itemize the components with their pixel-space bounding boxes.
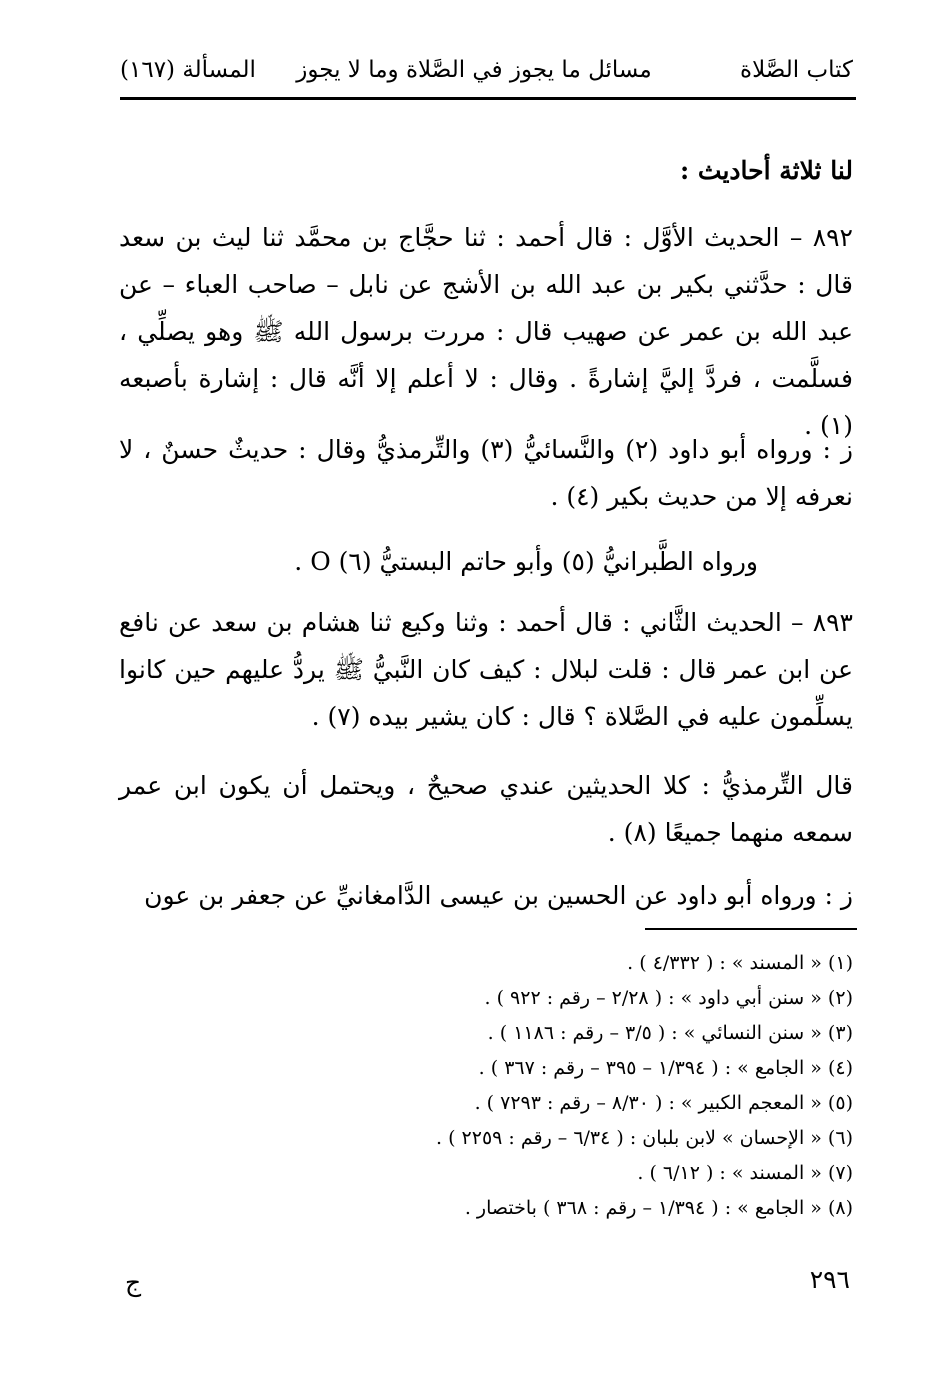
tirmidhi-comment-paragraph: قال التِّرمذيُّ : كلا الحديثين عندي صحيحٌ ، ويحتمل أن يكون ابن عمر سمعه منهما جميعًا (٨) .: [119, 771, 853, 847]
takhrij-892-paragraph: ز : ورواه أبو داود (٢) والنَّسائيُّ (٣) والتِّرمذيُّ وقال : حديثٌ حسنٌ ، لا نعرفه إلا من حديث بكير (٤) .: [119, 435, 853, 511]
page-number: ٢٩٦: [809, 1265, 850, 1294]
takhrij-892-continuation: ورواه الطَّبرانيُّ (٥) وأبو حاتم البستيُّ (٦) O .: [294, 547, 758, 576]
takhrij-893-paragraph: ز : ورواه أبو داود عن الحسين بن عيسى الدَّامغانيِّ عن جعفر بن عون: [144, 881, 853, 910]
header-chapter-title: مسائل ما يجوز في الصَّلاة وما لا يجوز: [296, 57, 652, 83]
footnote-7: (٧) « المسند » : ( ٦/١٢ ) .: [637, 1162, 853, 1184]
header-rule: [120, 97, 856, 100]
footnote-4: (٤) « الجامع » : ( ١/٣٩٤ – ٣٩٥ – رقم : ٣٦٧ ) .: [478, 1057, 853, 1079]
footnote-2: (٢) « سنن أبي داود » : ( ٢/٢٨ – رقم : ٩٢٢ ) .: [484, 987, 853, 1009]
footnote-6: (٦) « الإحسان » لابن بلبان : ( ٦/٣٤ – رقم : ٢٢٥٩ ) .: [436, 1127, 853, 1149]
footnote-3: (٣) « سنن النسائي » : ( ٣/٥ – رقم : ١١٨٦ ) .: [487, 1022, 853, 1044]
footnote-1: (١) « المسند » : ( ٤/٣٣٢ ) .: [627, 952, 853, 974]
header-book-title: كتاب الصَّلاة: [740, 57, 853, 83]
hadith-892-paragraph: ٨٩٢ – الحديث الأوَّل : قال أحمد : ثنا حجَّاج بن محمَّد ثنا ليث بن سعد قال : حدَّثني بكير بن عبد الله بن الأشج عن نابل – صاحب العباء – عن عبد الله بن عمر عن صهيب قال : مررت برسول الله ﷺ وهو يصلِّي ، فسلَّمت ، فردَّ إليَّ إشارةً . وقال : لا أعلم إلا أنَّه قال : إشارة بأصبعه (١) .: [119, 223, 853, 440]
footnote-5: (٥) « المعجم الكبير » : ( ٨/٣٠ – رقم : ٧٢٩٣ ) .: [474, 1092, 853, 1114]
intro-heading: لنا ثلاثة أحاديث :: [679, 156, 853, 185]
header-issue-number: المسألة (١٦٧): [120, 57, 256, 83]
signature-mark: ج: [125, 1268, 142, 1297]
footnote-8: (٨) « الجامع » : ( ١/٣٩٤ – رقم : ٣٦٨ ) باختصار .: [464, 1197, 853, 1219]
hadith-893-paragraph: ٨٩٣ – الحديث الثَّاني : قال أحمد : وثنا وكيع ثنا هشام بن سعد عن نافع عن ابن عمر قال : قلت لبلال : كيف كان النَّبيُّ ﷺ يردُّ عليهم حين كانوا يسلِّمون عليه في الصَّلاة ؟ قال : كان يشير بيده (٧) .: [119, 608, 853, 731]
footnote-rule: [645, 928, 857, 930]
